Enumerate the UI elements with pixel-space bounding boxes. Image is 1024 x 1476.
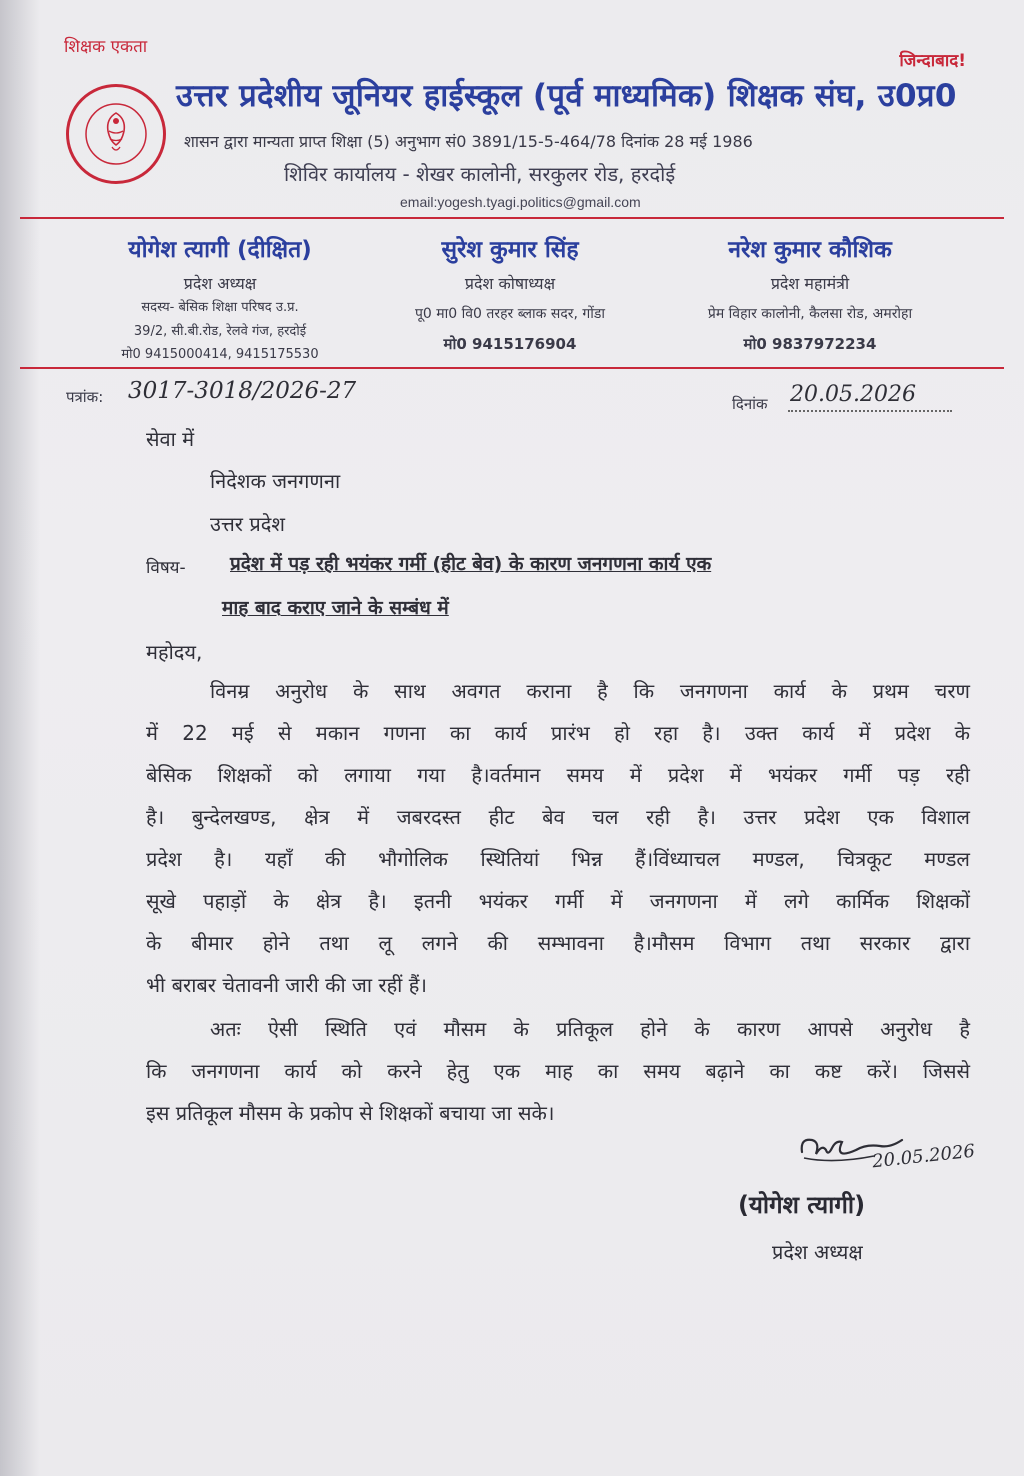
signature-date: 20.05.2026 — [871, 1140, 976, 1173]
date-value: 20.05.2026 — [790, 382, 916, 407]
paragraph-line: विनम्र अनुरोध के साथ अवगत कराना है कि जनगणना कार्य के प्रथम चरण — [210, 679, 970, 703]
officer-role: प्रदेश महामंत्री — [770, 274, 850, 293]
officer-address: पू0 मा0 वि0 तरहर ब्लाक सदर, गोंडा — [414, 306, 606, 322]
subject-label: विषय- — [146, 558, 186, 578]
slogan-right: जिन्दाबाद! — [899, 51, 966, 71]
officer-mobile: मो0 9415000414, 9415175530 — [121, 347, 319, 362]
reference-number: 3017-3018/2026-27 — [128, 378, 357, 404]
slogan-left: शिक्षक एकता — [64, 37, 148, 57]
email-address: email:yogesh.tyagi.politics@gmail.com — [400, 194, 641, 210]
recipient-title: निदेशक जनगणना — [210, 469, 341, 493]
organization-seal-icon — [66, 84, 166, 184]
officer-name: योगेश त्यागी (दीक्षित) — [128, 237, 312, 263]
header-divider-bottom — [20, 367, 1004, 369]
salutation: महोदय, — [146, 640, 203, 664]
reference-label: पत्रांक: — [66, 388, 104, 406]
recipient-line: सेवा में — [146, 427, 195, 451]
body-paragraph-1 — [146, 670, 970, 1006]
paragraph-line: सूखे पहाड़ों के क्षेत्र है। इतनी भयंकर गर्मी में जनगणना में लगे कार्मिक शिक्षकों — [146, 889, 970, 913]
paragraph-line: प्रदेश है। यहाँ की भौगोलिक स्थितियां भिन्न हैं।विंध्याचल मण्डल, चित्रकूट मण्डल — [146, 847, 970, 871]
paragraph-line: बेसिक शिक्षकों को लगाया गया है।वर्तमान समय में प्रदेश में भयंकर गर्मी पड़ रही — [146, 763, 970, 787]
body-paragraph-2 — [146, 1008, 970, 1134]
camp-office-line: शिविर कार्यालय - शेखर कालोनी, सरकुलर रोड, हरदोई — [284, 162, 676, 186]
page-edge-shadow — [0, 0, 40, 1476]
recipient-location: उत्तर प्रदेश — [210, 512, 285, 536]
paragraph-line: भी बराबर चेतावनी जारी की जा रहीं हैं। — [146, 973, 427, 997]
officer-role: प्रदेश कोषाध्यक्ष — [464, 274, 556, 293]
officer-mobile: मो0 9837972234 — [743, 335, 877, 353]
officer-treasurer — [370, 232, 650, 354]
officer-role: प्रदेश अध्यक्ष — [183, 274, 257, 293]
officer-mobile: मो0 9415176904 — [443, 335, 577, 353]
officer-name: सुरेश कुमार सिंह — [441, 237, 579, 263]
officer-address: 39/2, सी.बी.रोड, रेलवे गंज, हरदोई — [133, 324, 307, 339]
officer-address: प्रेम विहार कालोनी, कैलसा रोड, अमरोहा — [707, 306, 913, 322]
officer-general-secretary — [660, 232, 960, 354]
paragraph-line: अतः ऐसी स्थिति एवं मौसम के प्रतिकूल होने के कारण आपसे अनुरोध है — [210, 1017, 970, 1041]
officer-name: नरेश कुमार कौशिक — [728, 237, 892, 263]
signatory-name: (योगेश त्यागी) — [738, 1191, 866, 1219]
date-label: दिनांक — [732, 395, 768, 413]
organization-name: उत्तर प्रदेशीय जूनियर हाईस्कूल (पूर्व माध्यमिक) शिक्षक संघ, उ0प्र0 — [176, 78, 957, 114]
paragraph-line: इस प्रतिकूल मौसम के प्रकोप से शिक्षकों बचाया जा सके। — [146, 1101, 555, 1125]
subject-line: प्रदेश में पड़ रही भयंकर गर्मी (हीट बेव) के कारण जनगणना कार्य एक — [230, 553, 712, 575]
paragraph-line: है। बुन्देलखण्ड, क्षेत्र में जबरदस्त हीट बेव चल रही है। उत्तर प्रदेश एक विशाल — [146, 805, 970, 829]
paragraph-line: में 22 मई से मकान गणना का कार्य प्रारंभ हो रहा है। उक्त कार्य में प्रदेश के — [146, 721, 970, 745]
paragraph-line: के बीमार होने तथा लू लगने की सम्भावना है।मौसम विभाग तथा सरकार द्वारा — [146, 931, 970, 955]
date-dotted-line — [788, 410, 952, 412]
paragraph-line: कि जनगणना कार्य को करने हेतु एक माह का समय बढ़ाने का कष्ट करें। जिससे — [146, 1059, 970, 1083]
registration-line: शासन द्वारा मान्यता प्राप्त शिक्षा (5) अनुभाग सं0 3891/15-5-464/78 दिनांक 28 मई 1986 — [184, 132, 753, 151]
subject-line: माह बाद कराए जाने के सम्बंध में — [222, 597, 449, 619]
officer-president — [80, 232, 360, 362]
header-divider-top — [20, 217, 1004, 219]
officer-address: सदस्य- बेसिक शिक्षा परिषद उ.प्र. — [141, 300, 299, 315]
signatory-designation: प्रदेश अध्यक्ष — [772, 1240, 863, 1264]
